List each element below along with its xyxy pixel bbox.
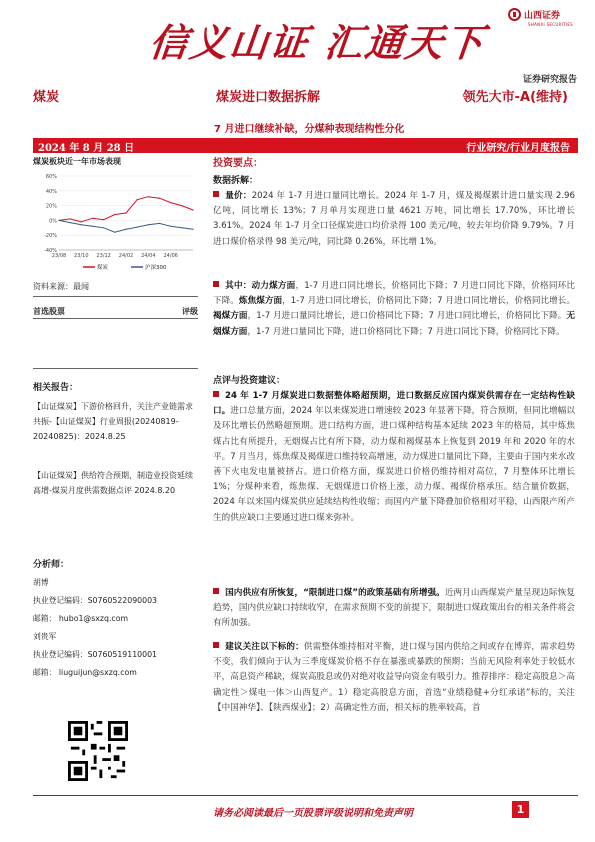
data-point (148, 224, 149, 225)
footer-divider (33, 795, 578, 796)
report-date: 2024 年 8 月 28 日 (38, 143, 135, 154)
p5-text: 供需整体维持相对平衡，进口煤与国内供给之间或存在博弈，需求趋势不变，我们倾向于认为三季度煤炭价格不存在暴涨或暴跌的预期；当前无风险利率处于较低水平，高息资产稀缺，煤炭高股息或仍对绝对收益导向资金有吸引力。推荐排序：稳定高股息＞高确定性＞煤电一体＞山西复产。1）稳定高股息方面，首选“业绩稳健+分红承诺”标的，关注【中国神华】、【陕西煤业】；2）高确定性方面，相关标的胜率较高，首 (213, 642, 575, 713)
bullet-icon (213, 191, 219, 197)
bullet-icon (213, 391, 219, 397)
analyst-1-email[interactable]: 邮箱： hubo1@sxzq.com (33, 614, 129, 623)
data-point (103, 227, 104, 228)
p4-text: 近两月山西煤炭产量呈现边际恢复趋势，国内供应缺口持续收窄，在需求预期不变的前提下，限制进口煤政策出台的相关条件将会有所加强。 (213, 588, 575, 629)
legend-label: 沪深300 (145, 265, 167, 271)
analyst-1-reg: 执业登记编码：S0760522090003 (33, 596, 158, 605)
y-tick-label: -20% (44, 233, 57, 240)
x-tick-label: 23/08 (51, 253, 67, 259)
logo-text: 山西证券 (524, 11, 561, 21)
p4-bold: 国内供应有所恢复，“限制进口煤”的政策基础有所增强。 (225, 588, 445, 598)
logo-subtext: SHANXI SECURITIES (528, 22, 574, 27)
p2-b-text: ，1-7 月进口同比增长，价格同比下降；7 月进口同比增长，价格同比增长。 (282, 296, 575, 307)
report-title: 煤炭进口数据拆解 (216, 90, 321, 105)
y-tick-label: 0% (49, 218, 57, 225)
related-report-1[interactable]: 【山证煤炭】下游价格回升，关注产业链需求共振-【山证煤炭】行业周报(20240819-20240825)：2024.8.25 (33, 402, 193, 441)
company-logo (508, 8, 560, 21)
report-type: 证券研究报告 (522, 75, 577, 85)
data-point (159, 223, 160, 224)
p1-text: 2024 年 1-7 月进口量同比增长。2024 年 1-7 月，煤及褐煤累计进口量实现 2.96 亿吨，同比增长 13%；7 月单月实现进口量 4621 万吨，同比增长 17.70%，环比增长 3.61%。2024 年 1-7 月全口径煤炭进口均价录得 100 美元/吨，较去年均价降 9.79%。7 月进口煤价格录得 98 美元/吨，同比降 0.26%，环比增 1%。 (213, 191, 575, 247)
p2-a-text: ，1-7 月进口同比增长，价格同比下降；7 月进口同比下降，价格同环比下降。 (213, 281, 575, 307)
p2-label: 其中： (225, 281, 252, 291)
data-point (92, 218, 93, 219)
y-tick-label: 60% (45, 174, 57, 180)
data-point (192, 209, 193, 210)
analyst-2-email[interactable]: 邮箱： liuguijun@sxzq.com (33, 668, 137, 677)
related-reports-head: 相关报告： (33, 383, 79, 393)
p5-bold: 建议关注以下标的： (225, 642, 304, 652)
x-tick-label: 24/04 (141, 253, 156, 259)
data-point (181, 227, 182, 228)
data-point (81, 221, 82, 222)
data-point (125, 212, 126, 213)
analyst-2-name: 刘贵军 (33, 632, 57, 641)
series-line (59, 220, 193, 232)
p2-d-text: ，1-7 月进口量同比下降，进口价格同比下降；7 月进口同比下降，价格同比下降。 (247, 326, 565, 337)
date-bar (33, 138, 578, 153)
p2-c-text: ，1-7 月进口量同比增长，进口价格同比下降；7 月进口同比增长，价格同比下降。 (247, 311, 567, 322)
p3-text: 进口总量方面，2024 年以来煤炭进口增速较 2023 年显著下降，符合预期，但同比增幅以及环比增长仍然略超预期。进口结构方面，进口煤种结构基本延续 2023 年的格局，其中炼焦煤占比有所提升，无烟煤占比有所下降，动力煤和褐煤基本上恢复到 2019 年和 2020 年的水平。7 月当月，炼焦煤及褐煤进口维持较高增速，动力煤进口量同比下降，主要由于国内来水改善下火电发电量被挤占。进口价格方面，煤炭进口价格仍维持相对高位，7 月整体环比增长 1%；分煤种来看，炼焦煤、无烟煤进口价格上涨，动力煤、褐煤价格承压。结合量价数据，2024 年以来国内煤炭供应延续结构性收缩；而国内产量下降叠加价格相对平稳，山西限产所产生的供应缺口主要通过进口煤来弥补。 (213, 406, 575, 523)
invest-head: 投资要点： (213, 158, 263, 169)
x-tick-label: 23/10 (74, 253, 89, 259)
chart-title: 煤炭板块近一年市场表现 (33, 157, 121, 166)
stock-table-header (33, 306, 198, 317)
review-head: 点评与投资建议： (213, 376, 286, 386)
header-slogan: 信义山证 汇通天下 (147, 20, 488, 65)
y-tick-label: 40% (45, 188, 57, 195)
data-point (170, 226, 171, 227)
p2-c: 褐煤方面 (213, 311, 248, 322)
data-point (92, 226, 93, 227)
data-point (137, 199, 138, 200)
data-point (114, 214, 115, 215)
analyst-head: 分析师： (33, 560, 70, 570)
report-subtitle: 7 月进口继续补缺，分煤种表现结构性分化 (214, 124, 405, 135)
divider (33, 296, 198, 297)
p2-a: 动力煤方面 (251, 281, 296, 291)
p1-label: 量价： (225, 191, 252, 201)
data-point (170, 202, 171, 203)
data-point (159, 198, 160, 199)
paragraph-volume-price (213, 189, 575, 250)
data-point (114, 232, 115, 233)
p2-d: 无烟煤方面 (213, 311, 575, 337)
data-point (103, 219, 104, 220)
stock-head: 首选股票 (33, 307, 65, 316)
p2-b: 炼焦煤方面 (238, 296, 283, 307)
paragraph-policy (213, 586, 575, 632)
chart-source: 资料来源：最闻 (33, 282, 89, 291)
bullet-icon (213, 588, 219, 594)
data-point (70, 222, 71, 223)
data-head: 数据拆解： (213, 176, 259, 186)
data-point (181, 205, 182, 206)
analyst-2-reg: 执业登记编码：S0760519110001 (33, 650, 158, 659)
data-point (81, 224, 82, 225)
page-number: 1 (512, 801, 529, 818)
divider (33, 368, 198, 369)
data-point (192, 229, 193, 230)
divider (33, 318, 198, 319)
logo-icon (508, 8, 521, 21)
paragraph-coal-types (213, 279, 575, 340)
title-row (33, 86, 578, 104)
data-point (58, 220, 59, 221)
rating-label: 领先大市-A(维持) (462, 90, 568, 105)
related-report-2[interactable]: 【山证煤炭】供给符合预期，制造业投资延续高增-煤炭月度供需数据点评 2024.8.20 (33, 471, 193, 495)
analyst-1-name: 胡博 (33, 578, 49, 587)
paragraph-review (213, 389, 575, 526)
legend-label: 煤炭 (97, 265, 109, 271)
series-line (59, 197, 193, 222)
y-tick-label: 20% (45, 203, 57, 210)
data-point (125, 229, 126, 230)
y-tick-label: -40% (44, 248, 57, 254)
paragraph-recommend (213, 640, 575, 716)
x-tick-label: 24/06 (163, 253, 178, 259)
data-point (148, 196, 149, 197)
x-tick-label: 24/02 (118, 253, 134, 259)
x-tick-label: 23/12 (96, 253, 111, 259)
bullet-icon (213, 281, 219, 287)
market-chart-svg (33, 168, 198, 276)
p3-bold: 24 年 1-7 月煤炭进口数据整体略超预期，进口数据反应国内煤炭供需存在一定结构性缺口。 (213, 391, 575, 417)
stock-rating-head: 评级 (182, 307, 198, 316)
market-chart (33, 168, 198, 276)
data-point (70, 218, 71, 219)
bullet-icon (213, 642, 219, 648)
data-point (137, 226, 138, 227)
report-category: 行业研究/行业月度报告 (466, 143, 570, 154)
qr-code-icon[interactable] (68, 721, 128, 781)
industry-label: 煤炭 (33, 90, 60, 105)
footer-notice[interactable]: 请务必阅读最后一页股票评级说明和免责声明 (213, 808, 413, 819)
